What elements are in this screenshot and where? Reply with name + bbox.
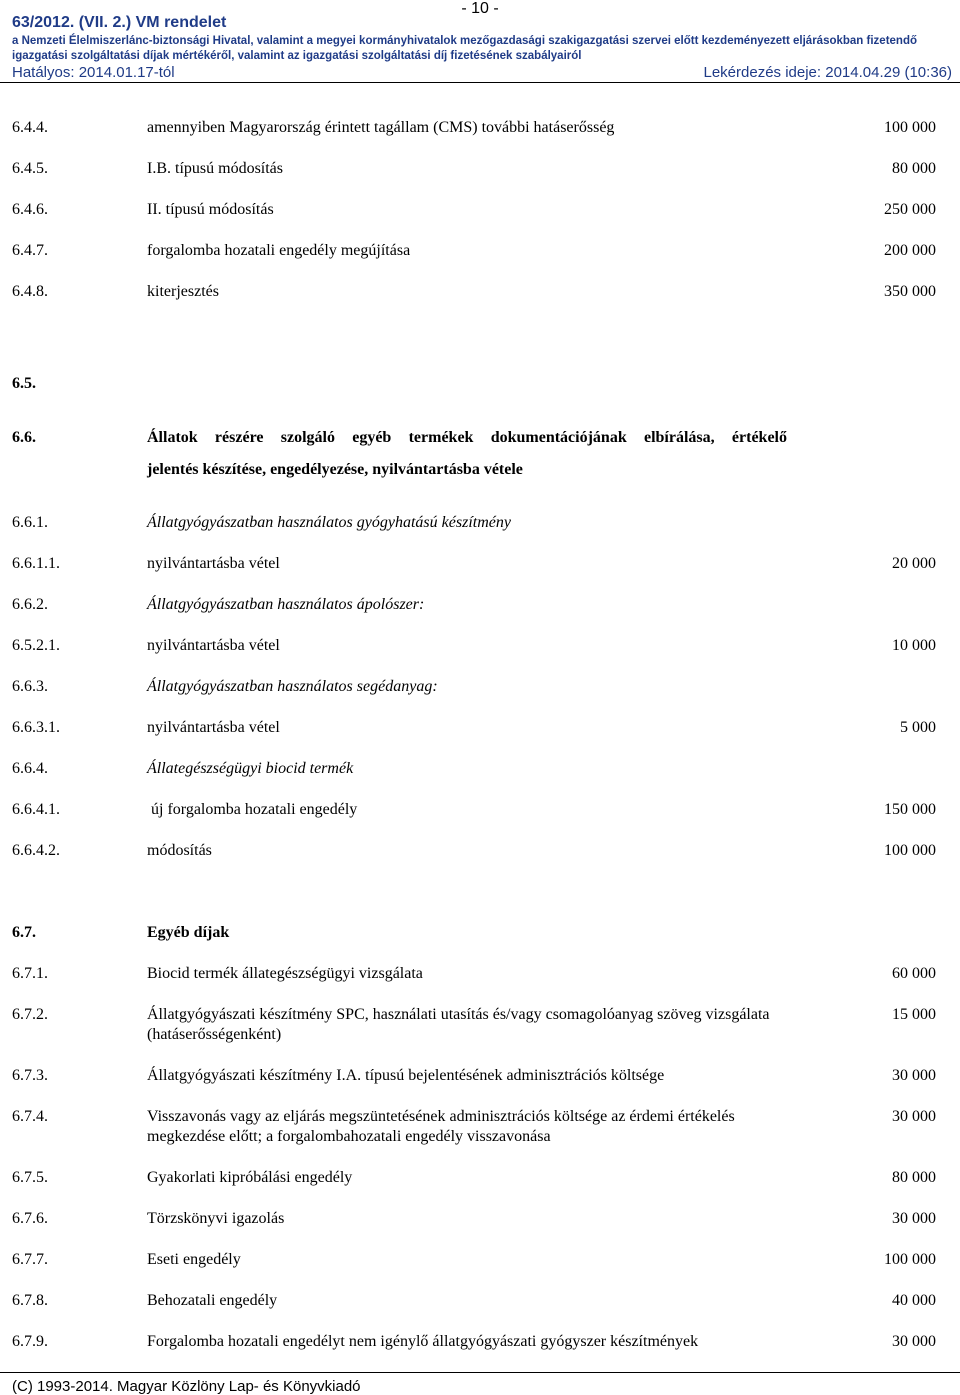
item-amount: 30 000 xyxy=(892,1210,936,1227)
item-number: 6.7.9. xyxy=(12,1333,48,1350)
item-number: 6.7. xyxy=(12,924,36,941)
item-text: nyilvántartásba vétel xyxy=(147,719,280,736)
item-amount: 80 000 xyxy=(892,1169,936,1186)
item-text: Forgalomba hozatali engedélyt nem igénylő állatgyógyászati gyógyszer készítmények xyxy=(147,1333,699,1350)
item-amount: 200 000 xyxy=(884,242,936,259)
item-number: 6.6.1.1. xyxy=(12,555,60,572)
item-text: Állatgyógyászati készítmény SPC, használati utasítás és/vagy csomagolóanyag szöveg vizsgálata (hatáserősségenként) xyxy=(147,1006,770,1043)
page-number: - 10 - xyxy=(461,0,499,17)
header-divider xyxy=(0,82,960,83)
decree-title: 63/2012. (VII. 2.) VM rendelet xyxy=(12,14,227,31)
item-text: nyilvántartásba vétel xyxy=(147,555,280,572)
item-number: 6.6.3. xyxy=(12,678,48,695)
item-text: Behozatali engedély xyxy=(147,1292,278,1309)
item-text: amennyiben Magyarország érintett tagállam (CMS) további hatáserősség xyxy=(147,119,615,136)
item-amount: 350 000 xyxy=(884,283,936,300)
item-number: 6.4.8. xyxy=(12,283,48,300)
item-number: 6.6. xyxy=(12,429,36,446)
item-text: Eseti engedély xyxy=(147,1251,241,1268)
item-number: 6.7.1. xyxy=(12,965,48,982)
item-number: 6.6.3.1. xyxy=(12,719,60,736)
item-amount: 30 000 xyxy=(892,1067,936,1084)
item-amount: 30 000 xyxy=(892,1333,936,1350)
item-amount: 60 000 xyxy=(892,965,936,982)
item-number: 6.5.2.1. xyxy=(12,637,60,654)
item-amount: 100 000 xyxy=(884,842,936,859)
footer-copyright: (C) 1993-2014. Magyar Közlöny Lap- és Könyvkiadó xyxy=(12,1378,361,1395)
item-number: 6.4.6. xyxy=(12,201,48,218)
item-number: 6.7.5. xyxy=(12,1169,48,1186)
item-number: 6.6.4.1. xyxy=(12,801,60,818)
query-time: Lekérdezés ideje: 2014.04.29 (10:36) xyxy=(703,64,952,81)
item-text: forgalomba hozatali engedély megújítása xyxy=(147,242,411,259)
item-text: Visszavonás vagy az eljárás megszüntetésének adminisztrációs költsége az érdemi értékelés megkezdése előtt; a forgalombahozatali engedély visszavonása xyxy=(147,1108,735,1145)
item-amount: 5 000 xyxy=(900,719,936,736)
effective-date: Hatályos: 2014.01.17-tól xyxy=(12,64,175,81)
item-number: 6.7.4. xyxy=(12,1108,48,1125)
item-amount: 150 000 xyxy=(884,801,936,818)
item-text: Állatok részére szolgáló egyéb termékek dokumentációjának elbírálása, értékelő xyxy=(147,429,787,446)
item-number: 6.7.3. xyxy=(12,1067,48,1084)
item-text: Állategészségügyi biocid termék xyxy=(147,760,354,777)
item-number: 6.7.6. xyxy=(12,1210,48,1227)
item-number: 6.7.8. xyxy=(12,1292,48,1309)
item-text: Biocid termék állategészségügyi vizsgálata xyxy=(147,965,423,982)
item-amount: 15 000 xyxy=(892,1006,936,1023)
item-text: Állatgyógyászati készítmény I.A. típusú bejelentésének adminisztrációs költsége xyxy=(147,1067,665,1084)
item-text: Törzskönyvi igazolás xyxy=(147,1210,285,1227)
item-text: új forgalomba hozatali engedély xyxy=(147,801,358,818)
item-number: 6.6.1. xyxy=(12,514,48,531)
item-text: Állatgyógyászatban használatos gyógyhatású készítmény xyxy=(147,514,511,531)
item-text: kiterjesztés xyxy=(147,283,219,300)
item-number: 6.6.4. xyxy=(12,760,48,777)
item-text: II. típusú módosítás xyxy=(147,201,274,218)
item-text: Gyakorlati kipróbálási engedély xyxy=(147,1169,353,1186)
item-amount: 100 000 xyxy=(884,1251,936,1268)
item-amount: 80 000 xyxy=(892,160,936,177)
item-text: Állatgyógyászatban használatos ápolószer: xyxy=(147,596,425,613)
item-number: 6.6.4.2. xyxy=(12,842,60,859)
item-text: nyilvántartásba vétel xyxy=(147,637,280,654)
item-amount: 250 000 xyxy=(884,201,936,218)
item-text-continued: jelentés készítése, engedélyezése, nyilvántartásba vétele xyxy=(147,461,523,478)
item-number: 6.7.2. xyxy=(12,1006,48,1023)
item-number: 6.4.5. xyxy=(12,160,48,177)
item-amount: 40 000 xyxy=(892,1292,936,1309)
item-text: Állatgyógyászatban használatos segédanyag: xyxy=(147,678,438,695)
item-amount: 100 000 xyxy=(884,119,936,136)
item-text: Egyéb díjak xyxy=(147,924,230,941)
item-number: 6.5. xyxy=(12,375,36,392)
item-amount: 20 000 xyxy=(892,555,936,572)
decree-subtitle-line2: igazgatási szolgáltatási díjak mértékéről, valamint az igazgatási szolgáltatási díj fizetésének szabályairól xyxy=(12,50,582,62)
item-amount: 10 000 xyxy=(892,637,936,654)
item-amount: 30 000 xyxy=(892,1108,936,1125)
item-text: módosítás xyxy=(147,842,212,859)
footer-divider xyxy=(0,1372,960,1373)
item-number: 6.7.7. xyxy=(12,1251,48,1268)
item-number: 6.4.4. xyxy=(12,119,48,136)
item-number: 6.6.2. xyxy=(12,596,48,613)
item-text: I.B. típusú módosítás xyxy=(147,160,284,177)
item-number: 6.4.7. xyxy=(12,242,48,259)
decree-subtitle-line1: a Nemzeti Élelmiszerlánc-biztonsági Hivatal, valamint a megyei kormányhivatalok mezőgazdasági szakigazgatási szervei előtt kezdeményezett eljárásokban fizetendő xyxy=(12,35,918,47)
